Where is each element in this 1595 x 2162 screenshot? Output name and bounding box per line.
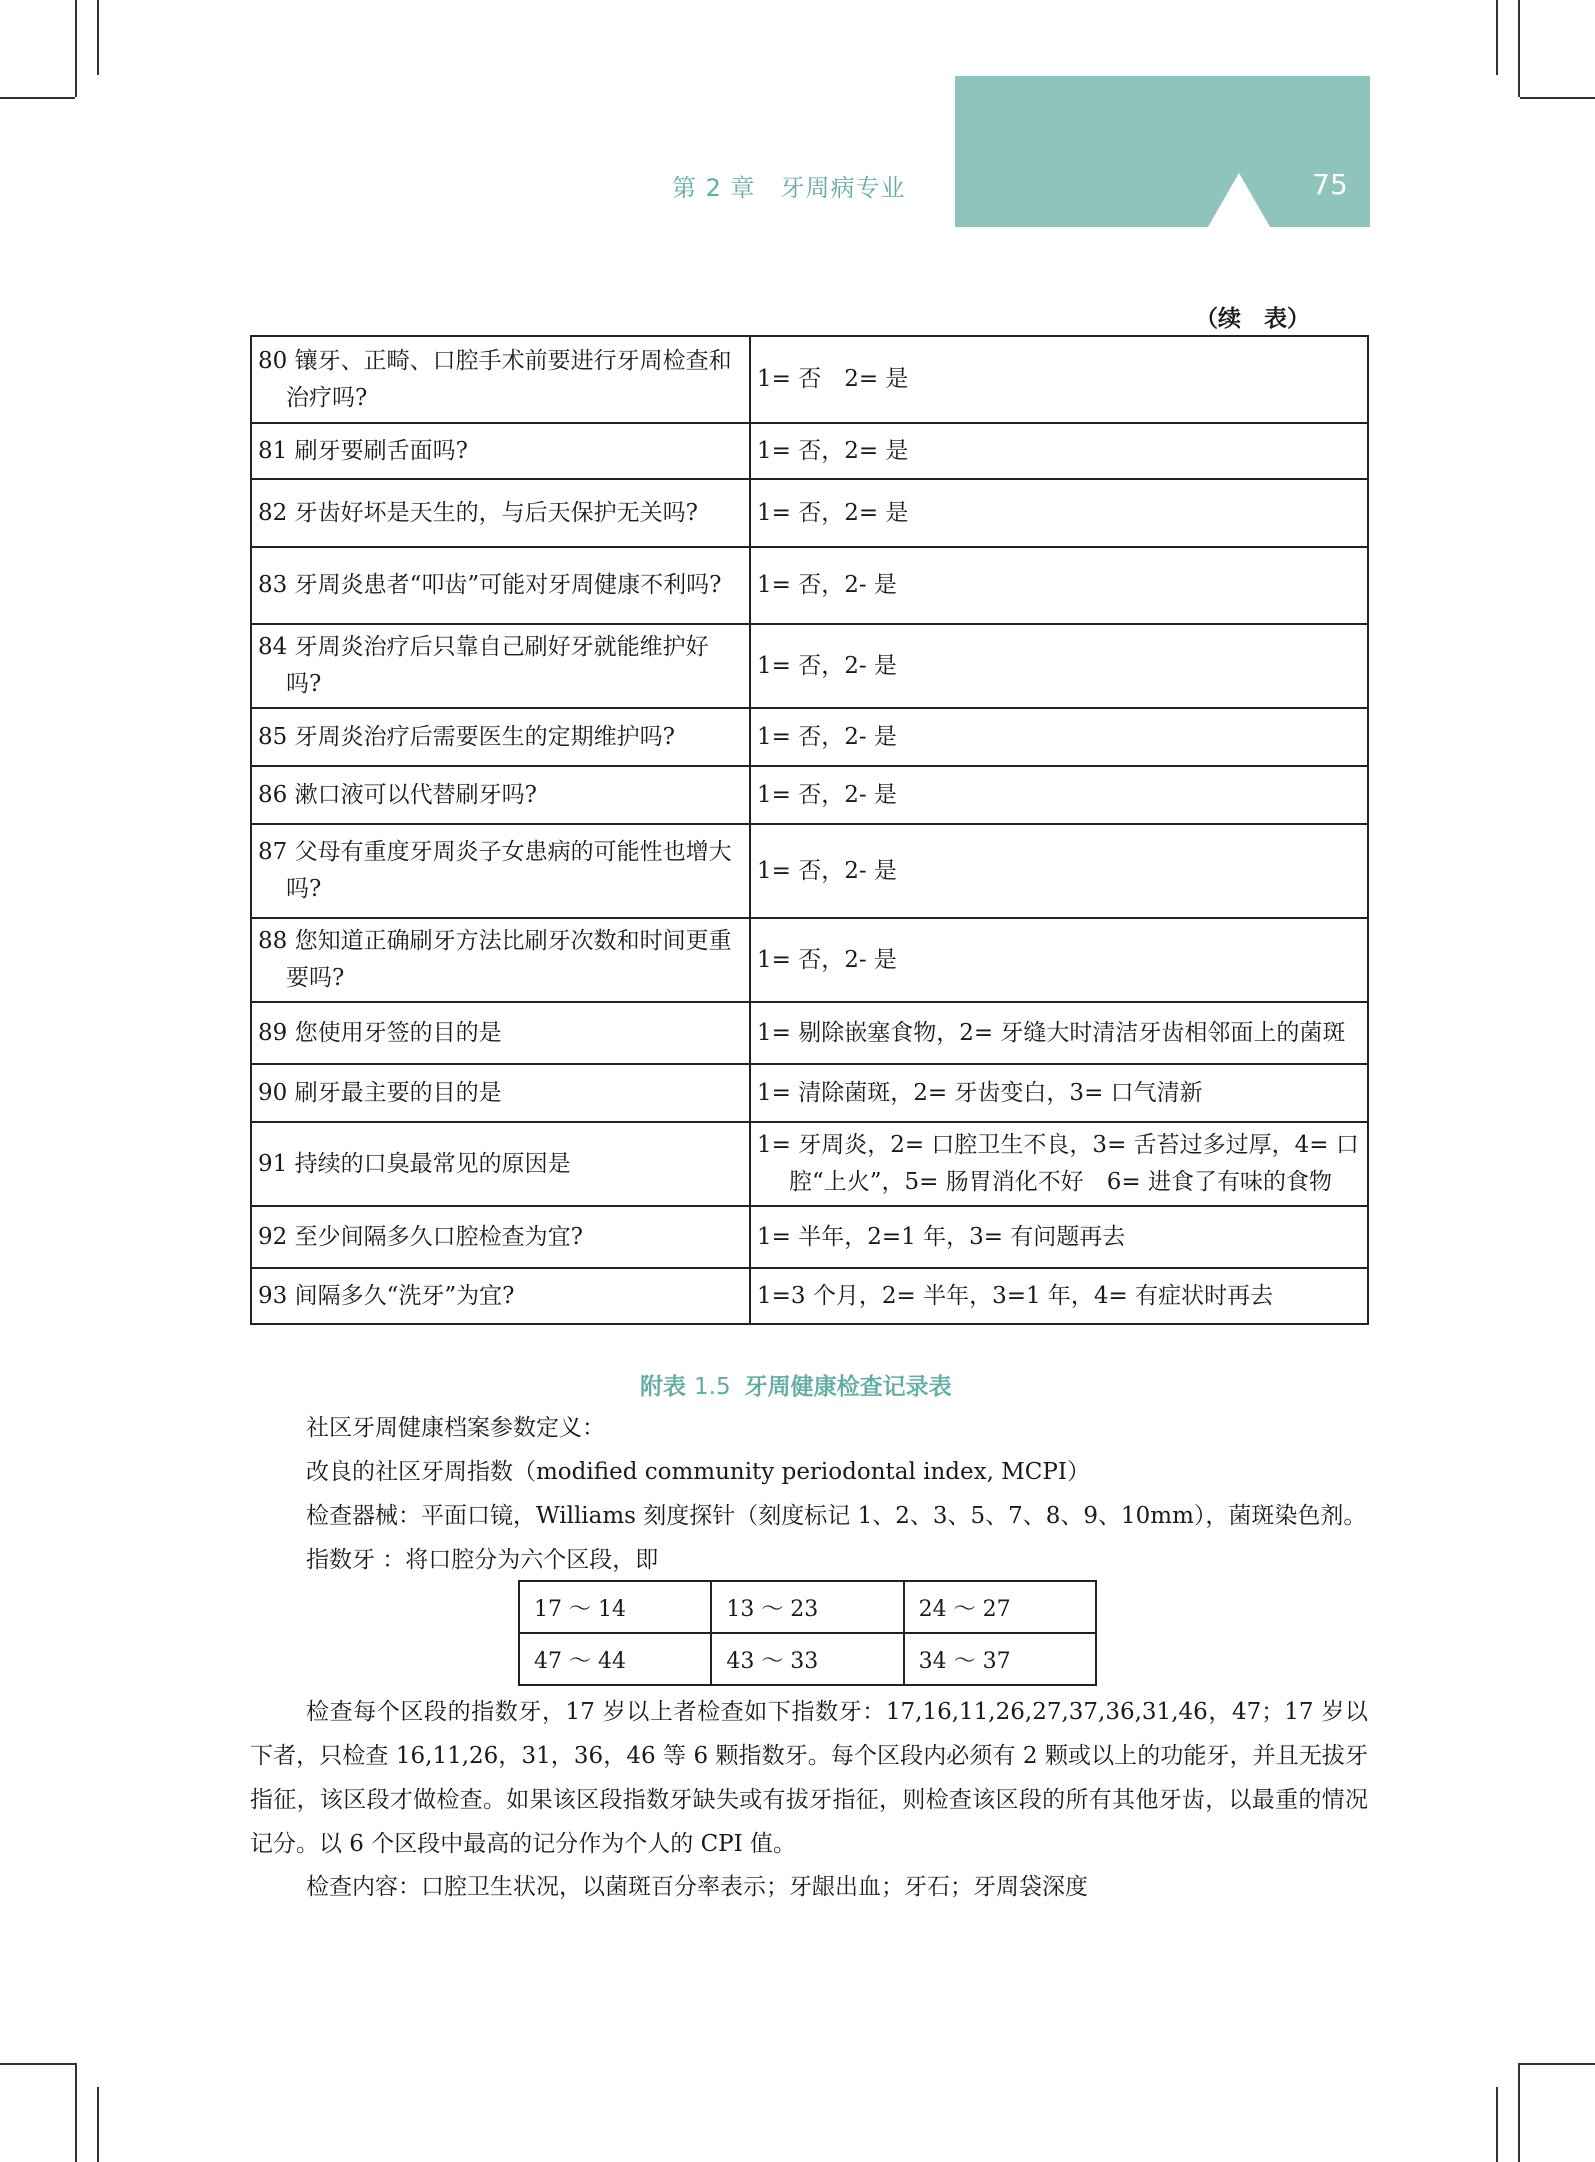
zone-cell: 13 ～ 23 [711, 1581, 903, 1633]
answer-cell: 1= 否，2- 是 [750, 624, 1368, 708]
crop-mark [97, 0, 99, 75]
zone-cell: 34 ～ 37 [904, 1633, 1096, 1685]
page-number: 75 [1312, 168, 1348, 201]
crop-mark [1496, 2087, 1498, 2162]
table-row [251, 1268, 1368, 1324]
table-row [251, 423, 1368, 479]
answer-cell: 1= 半年，2=1 年，3= 有问题再去 [750, 1206, 1368, 1268]
section-name: 牙周健康检查记录表 [744, 1374, 952, 1400]
table-row [251, 624, 1368, 708]
table-row [251, 547, 1368, 624]
question-cell: 84 牙周炎治疗后只靠自己刷好牙就能维护好吗? [251, 624, 750, 708]
header-notch [1208, 173, 1270, 227]
crop-mark [75, 0, 77, 97]
answer-cell: 1= 否，2= 是 [750, 479, 1368, 547]
zone-cell: 47 ～ 44 [519, 1633, 711, 1685]
crop-mark [1518, 0, 1520, 97]
body-paragraph: 检查每个区段的指数牙，17 岁以上者检查如下指数牙：17,16,11,26,27,37,36,31,46，47；17 岁以下者，只检查 16,11,26，31，36，46 等 6 颗指数牙。每个区段内必须有 2 颗或以上的功能牙，并且无拔牙指征，该区段才做检查。如果该区段指数牙缺失或有拔牙指征，则检查该区段的所有其他牙齿，以最重的情况记分。以 6 个区段中最高的记分作为个人的 CPI 值。 [250, 1699, 1368, 1857]
answer-cell: 1= 否，2- 是 [750, 918, 1368, 1002]
crop-mark [0, 2063, 75, 2065]
table-row [251, 1002, 1368, 1064]
table-row [251, 1122, 1368, 1206]
answer-cell: 1= 否，2- 是 [750, 708, 1368, 766]
table-row [251, 336, 1368, 423]
question-cell: 90 刷牙最主要的目的是 [251, 1064, 750, 1122]
question-cell: 89 您使用牙签的目的是 [251, 1002, 750, 1064]
table-row [251, 708, 1368, 766]
crop-mark [1520, 97, 1595, 99]
answer-cell: 1= 牙周炎，2= 口腔卫生不良，3= 舌苔过多过厚，4= 口腔“上火”，5= 肠胃消化不好 6= 进食了有味的食物 [750, 1122, 1368, 1206]
last-line: 检查内容：口腔卫生状况，以菌斑百分率表示；牙龈出血；牙石；牙周袋深度 [306, 1874, 1088, 1900]
crop-mark [97, 2087, 99, 2162]
answer-cell: 1=3 个月，2= 半年，3=1 年，4= 有症状时再去 [750, 1268, 1368, 1324]
crop-mark [75, 2063, 77, 2162]
crop-mark [1496, 0, 1498, 75]
question-cell: 87 父母有重度牙周炎子女患病的可能性也增大吗? [251, 824, 750, 918]
crop-mark [1520, 2063, 1595, 2065]
section-number: 1.5 [694, 1374, 731, 1400]
zone-cell: 24 ～ 27 [904, 1581, 1096, 1633]
table-row [519, 1581, 1096, 1633]
question-cell: 80 镶牙、正畸、口腔手术前要进行牙周检查和治疗吗? [251, 336, 750, 423]
question-cell: 81 刷牙要刷舌面吗? [251, 423, 750, 479]
table-row [251, 1064, 1368, 1122]
intro-line: 改良的社区牙周指数（modified community periodontal index, MCPI） [306, 1459, 1090, 1485]
question-cell: 86 漱口液可以代替刷牙吗? [251, 766, 750, 824]
intro-line: 社区牙周健康档案参数定义： [306, 1415, 605, 1441]
question-cell: 83 牙周炎患者“叩齿”可能对牙周健康不利吗? [251, 547, 750, 624]
question-cell: 91 持续的口臭最常见的原因是 [251, 1122, 750, 1206]
answer-cell: 1= 清除菌斑，2= 牙齿变白，3= 口气清新 [750, 1064, 1368, 1122]
question-cell: 82 牙齿好坏是天生的，与后天保护无关吗? [251, 479, 750, 547]
table-row [251, 766, 1368, 824]
question-cell: 92 至少间隔多久口腔检查为宜? [251, 1206, 750, 1268]
table-row [519, 1633, 1096, 1685]
header-band [955, 76, 1370, 227]
table-row [251, 1206, 1368, 1268]
answer-cell: 1= 否，2- 是 [750, 824, 1368, 918]
section-title [640, 1368, 952, 1401]
questionnaire-table [250, 335, 1369, 1325]
intro-line: 检查器械：平面口镜，Williams 刻度探针（刻度标记 1、2、3、5、7、8、9、10mm），菌斑染色剂。 [306, 1503, 1367, 1529]
table-row [251, 824, 1368, 918]
question-cell: 85 牙周炎治疗后需要医生的定期维护吗? [251, 708, 750, 766]
answer-cell: 1= 否 2= 是 [750, 336, 1368, 423]
chapter-title: 第 2 章 牙周病专业 [672, 174, 906, 202]
answer-cell: 1= 否，2- 是 [750, 547, 1368, 624]
zone-cell: 17 ～ 14 [519, 1581, 711, 1633]
crop-mark [0, 97, 75, 99]
answer-cell: 1= 否，2= 是 [750, 423, 1368, 479]
intro-line: 指数牙 ：将口腔分为六个区段，即 [306, 1547, 659, 1573]
table-row [251, 918, 1368, 1002]
crop-mark [1518, 2063, 1520, 2162]
answer-cell: 1= 否，2- 是 [750, 766, 1368, 824]
continued-label: （续 表） [1195, 306, 1310, 332]
section-prefix: 附表 [640, 1374, 686, 1400]
question-cell: 88 您知道正确刷牙方法比刷牙次数和时间更重要吗? [251, 918, 750, 1002]
answer-cell: 1= 剔除嵌塞食物，2= 牙缝大时清洁牙齿相邻面上的菌斑 [750, 1002, 1368, 1064]
question-cell: 93 间隔多久“洗牙”为宜? [251, 1268, 750, 1324]
zone-table [518, 1580, 1097, 1686]
zone-cell: 43 ～ 33 [711, 1633, 903, 1685]
table-row [251, 479, 1368, 547]
